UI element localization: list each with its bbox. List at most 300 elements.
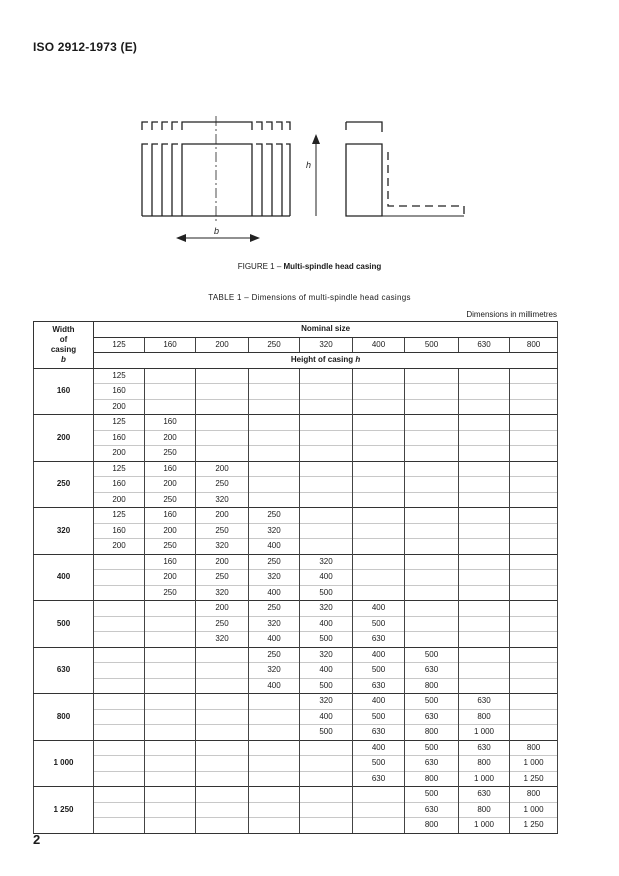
height-value-cell — [510, 477, 558, 493]
height-value-cell — [145, 802, 196, 818]
height-value-cell — [196, 399, 249, 415]
height-value-cell: 800 — [510, 740, 558, 756]
height-value-cell: 200 — [196, 508, 249, 524]
height-value-cell — [405, 554, 459, 570]
height-value-cell — [353, 818, 405, 834]
height-value-cell: 500 — [300, 585, 353, 601]
height-value-cell — [196, 647, 249, 663]
height-value-cell: 320 — [196, 585, 249, 601]
table-row — [34, 601, 558, 617]
height-value-cell: 200 — [145, 430, 196, 446]
height-value-cell: 800 — [459, 709, 510, 725]
height-value-cell: 1 250 — [510, 818, 558, 834]
height-value-cell — [300, 523, 353, 539]
height-value-cell — [300, 756, 353, 772]
table-row — [34, 508, 558, 524]
height-value-cell: 800 — [510, 787, 558, 803]
height-value-cell: 400 — [300, 663, 353, 679]
height-value-cell — [510, 678, 558, 694]
height-value-cell — [94, 678, 145, 694]
height-value-cell — [459, 523, 510, 539]
width-dimension-label: b — [214, 226, 220, 236]
height-value-cell — [405, 570, 459, 586]
casing-width-cell: 630 — [34, 647, 94, 694]
height-value-cell — [405, 616, 459, 632]
height-value-cell: 1 250 — [510, 771, 558, 787]
height-value-cell — [196, 725, 249, 741]
table-row — [34, 632, 558, 648]
height-value-cell — [353, 384, 405, 400]
height-value-cell — [145, 616, 196, 632]
height-value-cell — [353, 585, 405, 601]
height-value-cell — [196, 430, 249, 446]
height-value-cell: 320 — [300, 694, 353, 710]
height-value-cell: 320 — [300, 647, 353, 663]
height-value-cell — [145, 709, 196, 725]
height-value-cell: 500 — [405, 740, 459, 756]
height-value-cell: 200 — [145, 570, 196, 586]
height-value-cell — [94, 585, 145, 601]
height-value-cell: 1 000 — [510, 756, 558, 772]
table-row — [34, 539, 558, 555]
nominal-size-column-header: 160 — [145, 337, 196, 353]
table-row — [34, 415, 558, 431]
height-value-cell — [300, 508, 353, 524]
height-value-cell: 630 — [353, 678, 405, 694]
casing-width-cell: 200 — [34, 415, 94, 462]
height-value-cell: 630 — [405, 802, 459, 818]
height-value-cell — [145, 601, 196, 617]
table-row — [34, 384, 558, 400]
height-value-cell: 400 — [353, 694, 405, 710]
table-row — [34, 647, 558, 663]
height-value-cell — [459, 477, 510, 493]
height-value-cell — [510, 709, 558, 725]
height-value-cell — [405, 399, 459, 415]
height-value-cell: 1 000 — [459, 725, 510, 741]
height-value-cell: 400 — [353, 601, 405, 617]
height-value-cell — [94, 601, 145, 617]
table-row — [34, 399, 558, 415]
height-value-cell: 160 — [145, 554, 196, 570]
height-value-cell — [196, 802, 249, 818]
height-value-cell — [94, 616, 145, 632]
table-row — [34, 554, 558, 570]
height-value-cell — [459, 663, 510, 679]
height-value-cell — [196, 415, 249, 431]
height-value-cell: 630 — [353, 771, 405, 787]
height-value-cell: 250 — [196, 616, 249, 632]
height-value-cell — [353, 508, 405, 524]
height-value-cell: 320 — [249, 663, 300, 679]
figure-caption-title: Multi-spindle head casing — [283, 262, 382, 271]
height-value-cell — [510, 647, 558, 663]
height-value-cell: 250 — [196, 570, 249, 586]
height-value-cell — [459, 492, 510, 508]
height-value-cell: 630 — [405, 709, 459, 725]
height-value-cell — [300, 477, 353, 493]
table-row — [34, 694, 558, 710]
height-value-cell: 160 — [145, 508, 196, 524]
table-row — [34, 430, 558, 446]
height-value-cell — [145, 771, 196, 787]
height-value-cell — [510, 539, 558, 555]
height-value-cell — [510, 384, 558, 400]
height-value-cell — [459, 399, 510, 415]
height-value-cell: 125 — [94, 368, 145, 384]
height-value-cell: 500 — [405, 787, 459, 803]
height-value-cell — [405, 523, 459, 539]
table-caption: TABLE 1 – Dimensions of multi-spindle head casings — [208, 293, 411, 302]
nominal-size-column-header: 320 — [300, 337, 353, 353]
height-value-cell — [510, 585, 558, 601]
height-value-cell: 250 — [249, 601, 300, 617]
height-value-cell: 400 — [300, 709, 353, 725]
height-value-cell: 630 — [405, 663, 459, 679]
height-value-cell — [249, 384, 300, 400]
figure-caption-prefix: FIGURE 1 – — [237, 262, 284, 271]
table-row — [34, 787, 558, 803]
height-header — [94, 353, 558, 369]
height-value-cell — [145, 740, 196, 756]
table-row — [34, 663, 558, 679]
height-value-cell — [145, 632, 196, 648]
height-value-cell — [196, 678, 249, 694]
height-header-symbol: h — [355, 355, 361, 364]
height-value-cell: 500 — [353, 709, 405, 725]
height-value-cell — [145, 787, 196, 803]
width-column-header — [34, 322, 94, 369]
height-value-cell: 320 — [196, 632, 249, 648]
height-value-cell — [249, 477, 300, 493]
page-number: 2 — [33, 832, 41, 847]
height-value-cell — [249, 368, 300, 384]
height-value-cell — [353, 523, 405, 539]
height-value-cell — [196, 787, 249, 803]
height-value-cell — [94, 709, 145, 725]
height-value-cell — [249, 725, 300, 741]
height-value-cell: 125 — [94, 461, 145, 477]
height-value-cell: 160 — [145, 461, 196, 477]
height-value-cell — [353, 399, 405, 415]
table-row — [34, 585, 558, 601]
height-value-cell — [196, 740, 249, 756]
table-row — [34, 756, 558, 772]
height-value-cell — [405, 508, 459, 524]
height-value-cell: 400 — [249, 678, 300, 694]
height-value-cell — [94, 647, 145, 663]
height-value-cell — [145, 399, 196, 415]
height-value-cell — [405, 415, 459, 431]
nominal-size-column-header: 125 — [94, 337, 145, 353]
table-row — [34, 477, 558, 493]
height-value-cell — [405, 461, 459, 477]
height-value-cell — [510, 632, 558, 648]
height-value-cell: 400 — [353, 740, 405, 756]
height-value-cell: 200 — [94, 539, 145, 555]
height-value-cell — [94, 570, 145, 586]
height-value-cell: 125 — [94, 508, 145, 524]
height-value-cell — [405, 585, 459, 601]
nominal-size-column-header: 200 — [196, 337, 249, 353]
corner-line-2: of — [59, 334, 68, 344]
height-value-cell — [353, 368, 405, 384]
height-value-cell: 200 — [94, 492, 145, 508]
height-value-cell: 500 — [405, 694, 459, 710]
height-value-cell — [196, 771, 249, 787]
height-value-cell — [353, 570, 405, 586]
casing-width-cell: 320 — [34, 508, 94, 555]
height-value-cell — [510, 554, 558, 570]
height-value-cell — [145, 694, 196, 710]
height-value-cell — [94, 663, 145, 679]
height-value-cell: 250 — [145, 446, 196, 462]
height-value-cell — [405, 601, 459, 617]
height-value-cell: 160 — [145, 415, 196, 431]
height-value-cell — [405, 632, 459, 648]
height-value-cell — [249, 461, 300, 477]
height-value-cell: 200 — [196, 601, 249, 617]
height-value-cell — [510, 399, 558, 415]
height-value-cell — [300, 539, 353, 555]
table-row — [34, 725, 558, 741]
height-value-cell: 250 — [249, 647, 300, 663]
height-value-cell — [405, 446, 459, 462]
height-value-cell — [510, 492, 558, 508]
table-row — [34, 446, 558, 462]
height-value-cell — [94, 771, 145, 787]
height-value-cell — [510, 508, 558, 524]
casing-width-cell: 1 250 — [34, 787, 94, 834]
height-value-cell: 200 — [196, 554, 249, 570]
height-value-cell: 800 — [459, 756, 510, 772]
height-value-cell: 200 — [145, 477, 196, 493]
height-value-cell: 200 — [94, 399, 145, 415]
height-value-cell — [300, 771, 353, 787]
height-value-cell — [196, 694, 249, 710]
height-value-cell: 320 — [300, 601, 353, 617]
height-value-cell: 250 — [145, 539, 196, 555]
height-value-cell: 630 — [459, 694, 510, 710]
document-id: ISO 2912-1973 (E) — [33, 40, 138, 54]
height-value-cell — [300, 368, 353, 384]
height-value-cell — [510, 430, 558, 446]
height-value-cell: 250 — [145, 585, 196, 601]
height-value-cell — [459, 570, 510, 586]
height-value-cell — [459, 384, 510, 400]
height-value-cell — [405, 384, 459, 400]
height-value-cell: 1 000 — [459, 771, 510, 787]
height-value-cell — [249, 430, 300, 446]
height-value-cell: 630 — [405, 756, 459, 772]
table-row — [34, 616, 558, 632]
height-value-cell — [196, 709, 249, 725]
height-value-cell: 320 — [300, 554, 353, 570]
height-value-cell: 630 — [459, 740, 510, 756]
height-value-cell — [405, 477, 459, 493]
height-value-cell — [353, 430, 405, 446]
table-row — [34, 740, 558, 756]
height-value-cell — [249, 787, 300, 803]
height-value-cell — [94, 756, 145, 772]
height-value-cell: 800 — [405, 771, 459, 787]
height-value-cell — [510, 616, 558, 632]
height-value-cell — [353, 554, 405, 570]
height-value-cell: 160 — [94, 430, 145, 446]
height-value-cell: 400 — [249, 632, 300, 648]
height-value-cell — [459, 616, 510, 632]
table-row — [34, 771, 558, 787]
height-value-cell — [405, 539, 459, 555]
height-value-cell — [196, 663, 249, 679]
height-value-cell — [145, 663, 196, 679]
height-value-cell — [94, 632, 145, 648]
height-value-cell — [300, 430, 353, 446]
height-value-cell — [196, 818, 249, 834]
height-value-cell — [300, 818, 353, 834]
height-value-cell — [459, 632, 510, 648]
height-value-cell: 125 — [94, 415, 145, 431]
height-value-cell: 400 — [353, 647, 405, 663]
height-value-cell — [94, 554, 145, 570]
height-value-cell: 320 — [249, 570, 300, 586]
height-value-cell — [353, 477, 405, 493]
height-value-cell — [300, 787, 353, 803]
height-value-cell — [459, 430, 510, 446]
height-value-cell — [145, 725, 196, 741]
table-row — [34, 523, 558, 539]
height-value-cell: 500 — [353, 756, 405, 772]
height-value-cell — [510, 368, 558, 384]
height-value-cell — [510, 570, 558, 586]
nominal-size-column-header: 800 — [510, 337, 558, 353]
height-value-cell — [405, 368, 459, 384]
height-value-cell — [353, 802, 405, 818]
height-value-cell: 200 — [94, 446, 145, 462]
table-row — [34, 678, 558, 694]
height-value-cell — [249, 740, 300, 756]
table-row — [34, 802, 558, 818]
height-value-cell — [249, 492, 300, 508]
height-value-cell — [459, 585, 510, 601]
height-value-cell — [94, 740, 145, 756]
height-value-cell: 250 — [196, 477, 249, 493]
height-value-cell: 630 — [459, 787, 510, 803]
height-value-cell — [145, 368, 196, 384]
height-value-cell: 200 — [145, 523, 196, 539]
height-value-cell — [300, 399, 353, 415]
table-row — [34, 709, 558, 725]
height-value-cell — [510, 725, 558, 741]
height-value-cell — [145, 818, 196, 834]
height-dimension-label: h — [306, 160, 312, 170]
height-value-cell: 500 — [300, 632, 353, 648]
height-value-cell — [249, 756, 300, 772]
height-value-cell — [300, 415, 353, 431]
height-value-cell: 320 — [249, 616, 300, 632]
height-value-cell — [405, 430, 459, 446]
figure-caption — [0, 262, 619, 271]
height-value-cell: 800 — [405, 678, 459, 694]
units-note: Dimensions in millimetres — [466, 310, 557, 319]
height-value-cell: 1 000 — [510, 802, 558, 818]
height-value-cell: 500 — [353, 616, 405, 632]
height-value-cell — [510, 601, 558, 617]
table-row — [34, 492, 558, 508]
height-value-cell: 400 — [249, 539, 300, 555]
nominal-size-column-header: 400 — [353, 337, 405, 353]
height-value-cell: 630 — [353, 725, 405, 741]
height-value-cell: 320 — [196, 539, 249, 555]
height-value-cell: 400 — [249, 585, 300, 601]
height-value-cell: 200 — [196, 461, 249, 477]
height-value-cell: 800 — [405, 725, 459, 741]
height-value-cell — [94, 787, 145, 803]
corner-line-3: casing — [50, 344, 77, 354]
height-value-cell — [510, 694, 558, 710]
casing-width-cell: 250 — [34, 461, 94, 508]
height-value-cell — [353, 461, 405, 477]
height-value-cell — [459, 446, 510, 462]
height-value-cell — [459, 601, 510, 617]
height-value-cell — [353, 446, 405, 462]
height-value-cell — [145, 647, 196, 663]
height-value-cell — [459, 647, 510, 663]
nominal-size-column-header: 630 — [459, 337, 510, 353]
height-value-cell — [459, 508, 510, 524]
height-value-cell — [249, 802, 300, 818]
height-value-cell: 800 — [405, 818, 459, 834]
height-value-cell: 500 — [353, 663, 405, 679]
height-value-cell — [196, 368, 249, 384]
height-value-cell: 800 — [459, 802, 510, 818]
height-value-cell — [249, 709, 300, 725]
height-value-cell — [145, 756, 196, 772]
height-value-cell — [459, 368, 510, 384]
height-value-cell — [249, 399, 300, 415]
height-value-cell — [459, 554, 510, 570]
height-value-cell — [459, 461, 510, 477]
height-value-cell — [94, 725, 145, 741]
casing-width-cell: 400 — [34, 554, 94, 601]
height-value-cell — [510, 523, 558, 539]
height-value-cell — [459, 415, 510, 431]
height-value-cell — [459, 678, 510, 694]
height-value-cell — [145, 384, 196, 400]
height-value-cell — [249, 415, 300, 431]
height-value-cell — [196, 384, 249, 400]
table-row — [34, 570, 558, 586]
height-value-cell — [300, 384, 353, 400]
casing-width-cell: 800 — [34, 694, 94, 741]
height-value-cell — [353, 415, 405, 431]
height-value-cell: 160 — [94, 384, 145, 400]
height-value-cell: 320 — [196, 492, 249, 508]
casing-figure — [136, 110, 476, 250]
casing-width-cell: 500 — [34, 601, 94, 648]
height-value-cell — [300, 461, 353, 477]
height-value-cell — [249, 818, 300, 834]
height-value-cell — [353, 492, 405, 508]
height-value-cell — [510, 415, 558, 431]
height-value-cell — [94, 802, 145, 818]
height-value-cell — [353, 787, 405, 803]
height-value-cell: 1 000 — [459, 818, 510, 834]
height-value-cell: 250 — [249, 508, 300, 524]
height-value-cell: 500 — [300, 725, 353, 741]
height-value-cell — [94, 694, 145, 710]
height-value-cell — [300, 492, 353, 508]
